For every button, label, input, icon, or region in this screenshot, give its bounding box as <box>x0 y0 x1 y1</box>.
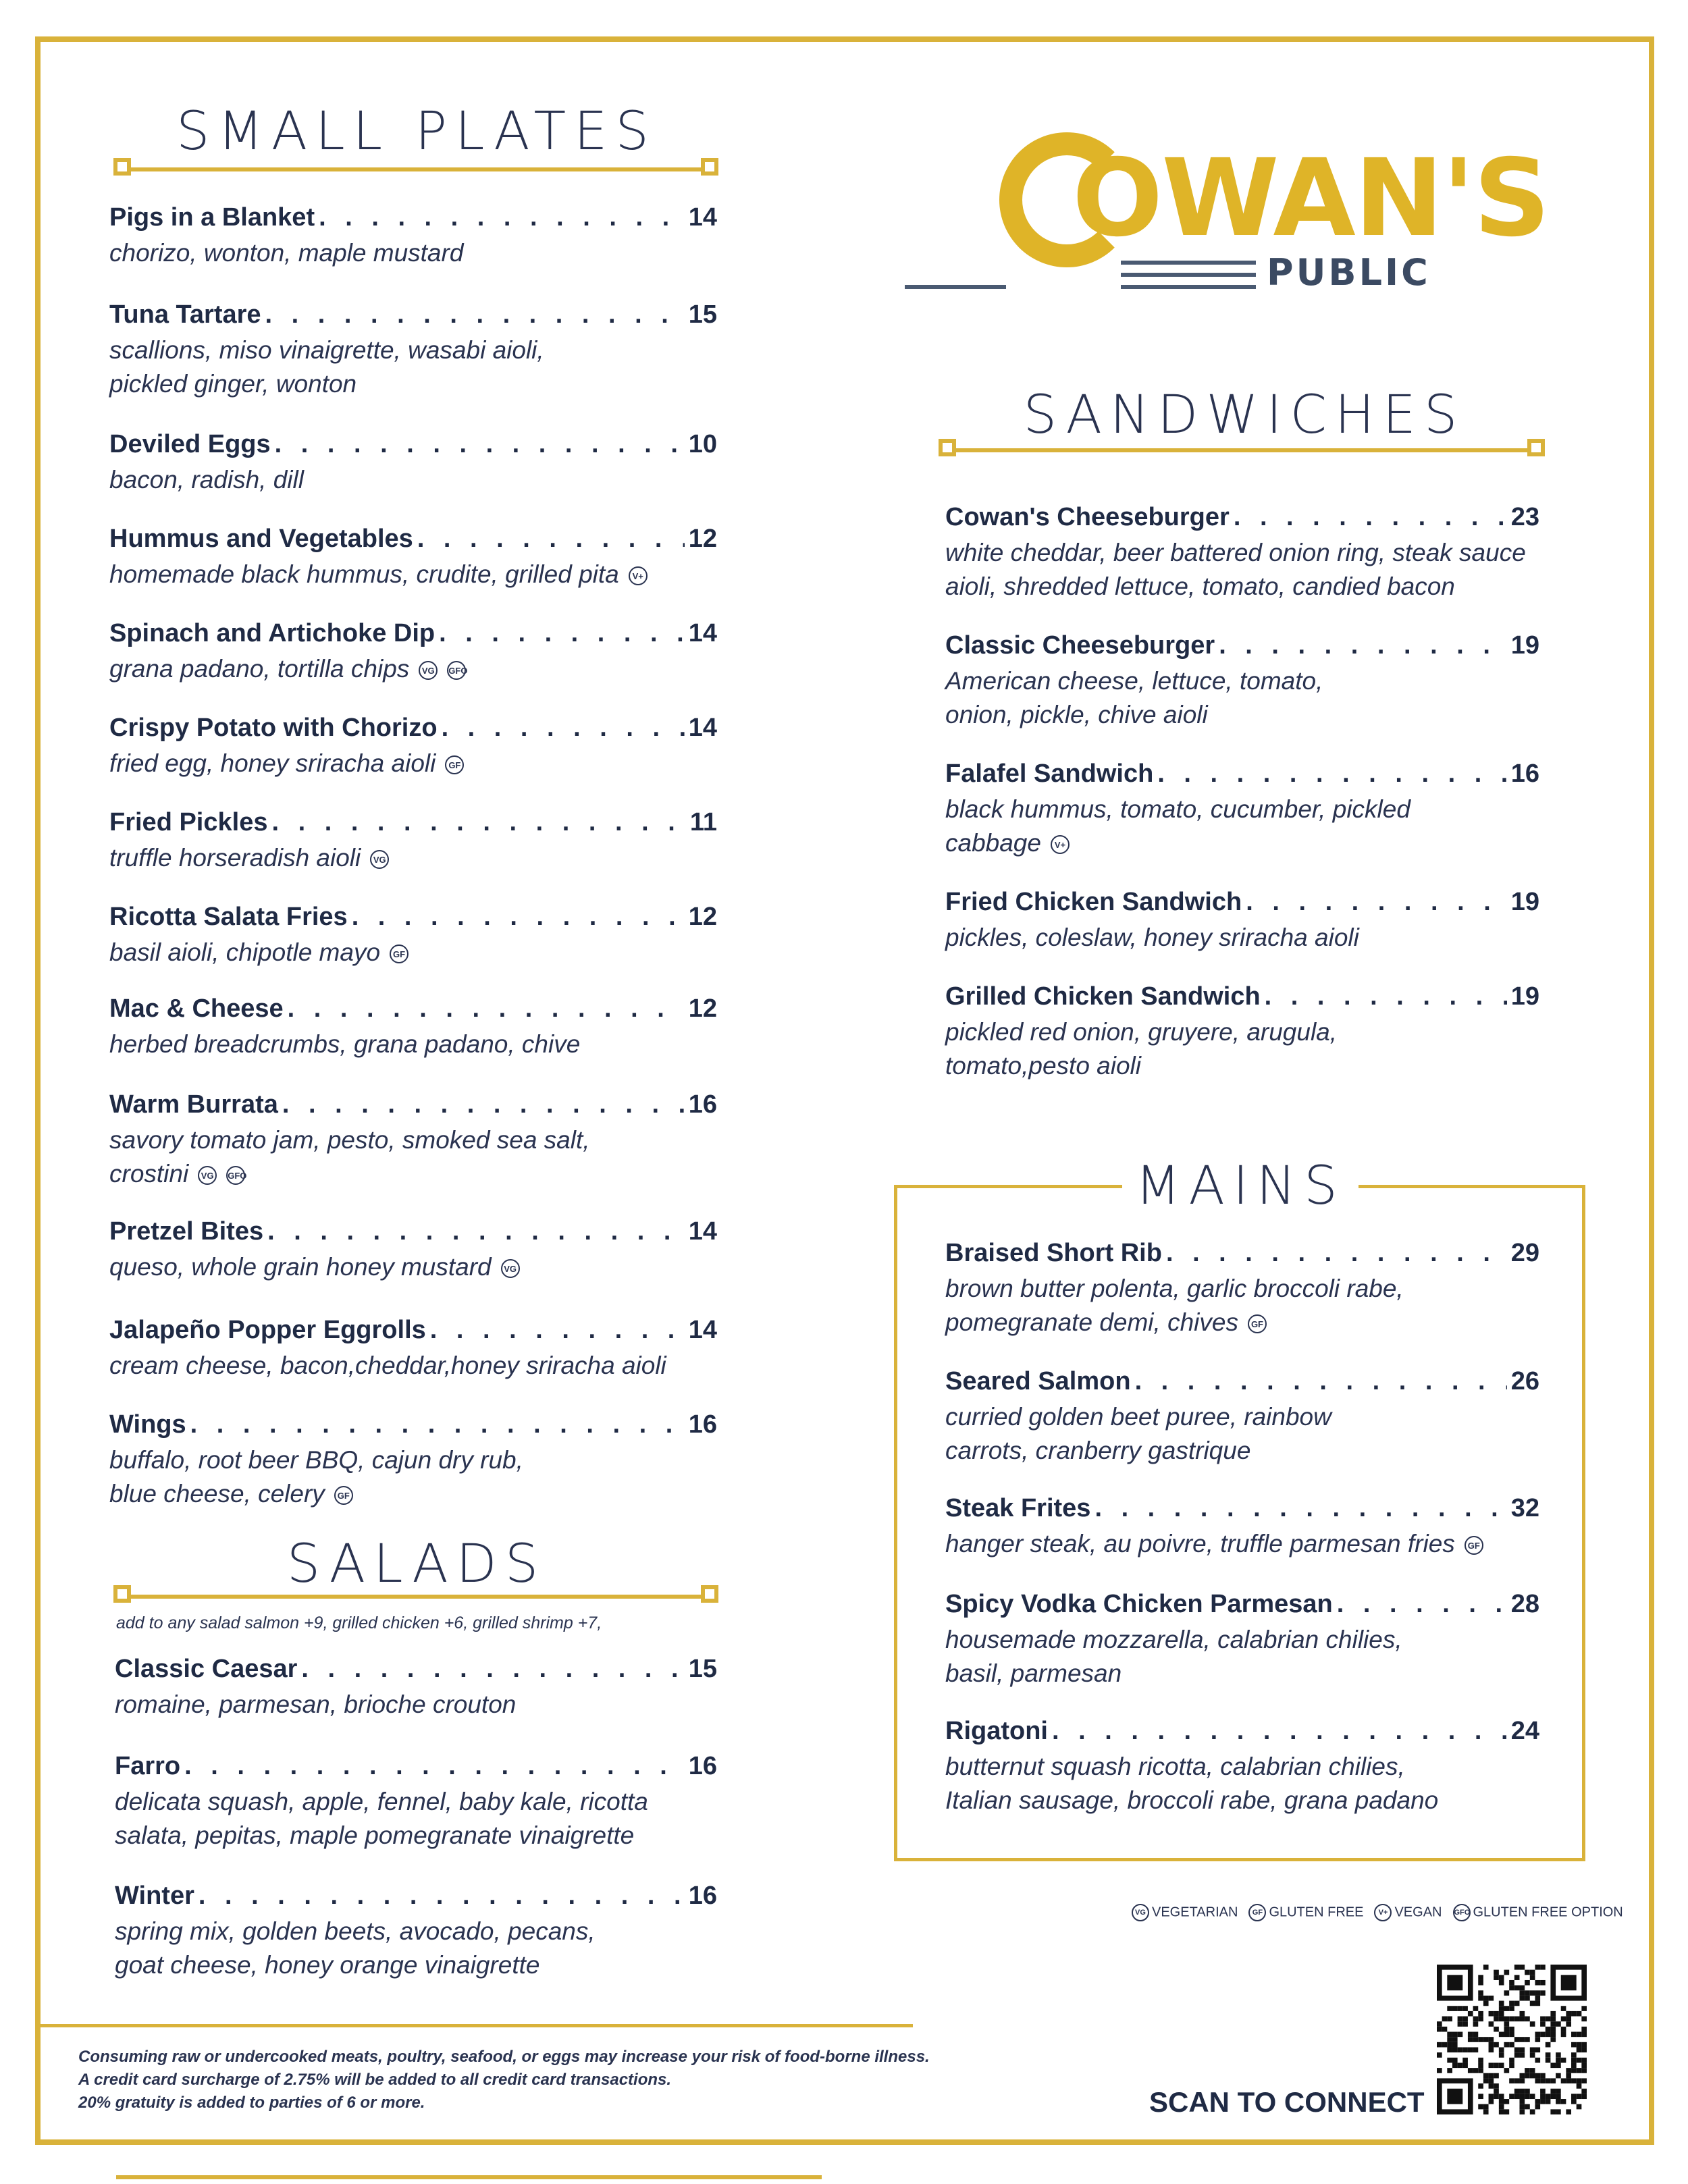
dietary-badge-icon: GF <box>1248 1314 1267 1333</box>
menu-item-line <box>109 429 717 459</box>
menu-item-line <box>115 1751 717 1781</box>
description-text: basil aioli, chipotle mayo <box>109 938 381 966</box>
menu-item <box>109 300 717 401</box>
dietary-badge-icon: V+ <box>629 566 648 585</box>
description-line <box>109 558 717 591</box>
menu-item-name: Fried Pickles <box>109 808 268 836</box>
menu-item-price: 11 <box>689 808 717 836</box>
menu-item <box>109 1315 717 1383</box>
menu-item-name: Cowan's Cheeseburger <box>945 503 1230 531</box>
description-text: bacon, radish, dill <box>109 466 304 494</box>
menu-item-line <box>109 300 717 329</box>
legend-entry <box>1453 1904 1623 1921</box>
menu-item-description <box>109 236 717 270</box>
menu-item-line <box>945 1493 1539 1523</box>
menu-item-line <box>945 1716 1539 1746</box>
logo-wordmark: OWAN'S <box>1072 136 1550 261</box>
menu-item-description <box>109 1028 717 1061</box>
scan-to-connect-label: SCAN TO CONNECT <box>1149 2086 1425 2118</box>
menu-item-description <box>945 536 1539 604</box>
description-text: curried golden beet puree, rainbow <box>945 1403 1331 1431</box>
description-line <box>945 921 1539 955</box>
dietary-badge-icon: V+ <box>1051 835 1070 854</box>
menu-item <box>109 1090 717 1191</box>
menu-item-name: Classic Caesar <box>115 1655 298 1683</box>
menu-item-line <box>109 1217 717 1246</box>
menu-item-name: Crispy Potato with Chorizo <box>109 714 438 742</box>
description-text: aioli, shredded lettuce, tomato, candied bacon <box>945 572 1455 600</box>
small-plates-rule <box>115 167 717 171</box>
menu-item <box>945 982 1539 1083</box>
menu-item <box>109 429 717 497</box>
dot-leader <box>1157 759 1506 789</box>
rule-end-left <box>113 158 131 176</box>
menu-item-line <box>945 982 1539 1011</box>
description-line <box>945 1750 1539 1784</box>
dot-leader <box>288 994 685 1023</box>
description-line <box>945 698 1539 732</box>
description-line <box>109 652 717 686</box>
description-text: salata, pepitas, maple pomegranate vinaigrette <box>115 1821 635 1849</box>
dietary-badge-icon: VG <box>501 1259 520 1278</box>
description-line <box>109 1157 717 1191</box>
menu-item <box>109 1410 717 1511</box>
description-line <box>945 1400 1539 1434</box>
menu-item-description <box>945 1272 1539 1339</box>
description-text: queso, whole grain honey mustard <box>109 1253 492 1281</box>
menu-item <box>945 887 1539 955</box>
menu-item-line <box>945 1589 1539 1619</box>
menu-item-line <box>109 618 717 648</box>
mains-title: MAINS <box>1135 1156 1346 1217</box>
description-line <box>945 1015 1539 1049</box>
salads-rule <box>115 1595 717 1599</box>
dot-leader <box>190 1410 685 1439</box>
menu-item <box>945 631 1539 732</box>
description-line <box>115 1915 717 1948</box>
menu-item-price: 12 <box>688 994 717 1023</box>
menu-item-price: 12 <box>688 903 717 931</box>
description-text: white cheddar, beer battered onion ring, steak sauce <box>945 539 1526 566</box>
dietary-badge-icon: GF <box>1465 1536 1483 1555</box>
description-text: romaine, parmesan, brioche crouton <box>115 1690 517 1718</box>
menu-item-line <box>115 1654 717 1684</box>
menu-item-name: Falafel Sandwich <box>945 760 1154 788</box>
menu-item-description <box>109 747 717 780</box>
menu-item-description <box>109 936 717 969</box>
menu-item-line <box>945 887 1539 917</box>
dot-leader <box>1135 1366 1507 1396</box>
description-line <box>109 236 717 270</box>
rule-end-right <box>701 1585 718 1603</box>
description-line <box>109 1250 717 1284</box>
dot-leader <box>1265 982 1507 1011</box>
dietary-legend <box>1132 1904 1623 1921</box>
dot-leader <box>1337 1589 1507 1619</box>
menu-item-price: 14 <box>688 1217 717 1246</box>
description-line <box>109 334 717 367</box>
menu-item-line <box>945 1366 1539 1396</box>
menu-item-description <box>945 1527 1539 1561</box>
menu-item-name: Winter <box>115 1882 194 1910</box>
menu-item-description <box>109 1443 717 1511</box>
menu-item <box>109 203 717 270</box>
description-line <box>945 536 1539 570</box>
menu-item-description <box>945 1750 1539 1817</box>
dot-leader <box>1166 1238 1507 1268</box>
description-line <box>945 793 1539 826</box>
description-line <box>115 1819 717 1853</box>
salads-title: SALADS <box>286 1534 547 1595</box>
description-text: basil, parmesan <box>945 1659 1122 1687</box>
menu-item-name: Ricotta Salata Fries <box>109 903 348 931</box>
description-line <box>109 841 717 875</box>
legend-badge-icon: GFO <box>1453 1904 1471 1921</box>
menu-item-price: 26 <box>1510 1367 1539 1395</box>
menu-item-name: Deviled Eggs <box>109 430 271 458</box>
menu-item-price: 14 <box>688 714 717 742</box>
menu-item <box>109 524 717 591</box>
menu-item <box>109 713 717 780</box>
menu-item-name: Tuna Tartare <box>109 300 261 329</box>
menu-item-price: 32 <box>1510 1494 1539 1522</box>
menu-item-name: Seared Salmon <box>945 1367 1131 1395</box>
menu-item-description <box>115 1688 717 1722</box>
description-line <box>945 664 1539 698</box>
logo-stripe <box>1121 261 1256 265</box>
legend-label: VEGAN <box>1394 1905 1442 1920</box>
description-text: American cheese, lettuce, tomato, <box>945 667 1323 695</box>
dot-leader <box>417 524 685 554</box>
menu-item-description <box>109 1250 717 1284</box>
menu-item-line <box>109 1315 717 1345</box>
dot-leader <box>301 1654 684 1684</box>
description-text: buffalo, root beer BBQ, cajun dry rub, <box>109 1446 523 1474</box>
menu-item-name: Spicy Vodka Chicken Parmesan <box>945 1590 1333 1618</box>
menu-item-line <box>109 807 717 837</box>
menu-item-name: Fried Chicken Sandwich <box>945 888 1242 916</box>
menu-item-price: 24 <box>1510 1717 1539 1745</box>
disclaimer-line: Consuming raw or undercooked meats, poultry, seafood, or eggs may increase your risk of food-borne illness. <box>78 2048 930 2066</box>
menu-item-description <box>109 463 717 497</box>
dietary-badge-icon: GF <box>445 755 464 774</box>
sandwiches-title: SANDWICHES <box>1023 385 1466 446</box>
salad-addon-note: add to any salad salmon +9, grilled chicken +6, grilled shrimp +7, <box>116 1614 602 1632</box>
menu-item-price: 14 <box>688 619 717 647</box>
description-line <box>109 936 717 969</box>
description-line <box>945 1657 1539 1690</box>
dot-leader <box>430 1315 685 1345</box>
menu-item-description <box>109 652 717 686</box>
cowans-public-logo <box>999 132 1550 301</box>
menu-item <box>109 618 717 686</box>
menu-item-price: 15 <box>688 1655 717 1683</box>
menu-item-line <box>109 994 717 1023</box>
menu-item-description <box>945 921 1539 955</box>
description-text: crostini <box>109 1160 189 1188</box>
menu-item-description <box>945 793 1539 860</box>
dot-leader <box>1094 1493 1506 1523</box>
legend-entry <box>1374 1904 1442 1921</box>
menu-item-price: 19 <box>1510 631 1539 660</box>
menu-item-line <box>945 1238 1539 1268</box>
dot-leader <box>275 429 685 459</box>
description-line <box>109 463 717 497</box>
description-line <box>945 1527 1539 1561</box>
dot-leader <box>1219 631 1507 660</box>
menu-item-price: 12 <box>688 525 717 553</box>
description-line <box>115 1948 717 1982</box>
dot-leader <box>199 1881 685 1911</box>
menu-item-name: Mac & Cheese <box>109 994 284 1023</box>
menu-item <box>945 1589 1539 1690</box>
menu-item <box>945 1238 1539 1339</box>
menu-item-description <box>109 1123 717 1191</box>
description-text: goat cheese, honey orange vinaigrette <box>115 1951 540 1979</box>
menu-item-name: Grilled Chicken Sandwich <box>945 982 1261 1011</box>
sandwiches-rule <box>940 448 1544 452</box>
description-text: cabbage <box>945 829 1041 857</box>
menu-item <box>109 902 717 969</box>
menu-item-name: Jalapeño Popper Eggrolls <box>109 1316 426 1344</box>
description-line <box>109 1349 717 1383</box>
description-line <box>115 1688 717 1722</box>
menu-item-name: Hummus and Vegetables <box>109 525 413 553</box>
menu-item <box>109 994 717 1061</box>
dietary-badge-icon: GFO <box>226 1166 245 1185</box>
description-text: truffle horseradish aioli <box>109 844 361 872</box>
menu-item-line <box>109 524 717 554</box>
dot-leader <box>1246 887 1507 917</box>
menu-item-line <box>109 1410 717 1439</box>
description-text: pomegranate demi, chives <box>945 1308 1238 1336</box>
description-line <box>945 1434 1539 1468</box>
menu-item <box>945 1366 1539 1468</box>
menu-item <box>109 807 717 875</box>
menu-item-price: 16 <box>688 1752 717 1780</box>
menu-item-name: Rigatoni <box>945 1717 1048 1745</box>
dot-leader <box>267 1217 685 1246</box>
dietary-badge-icon: GFO <box>447 661 466 680</box>
dietary-badge-icon: VG <box>198 1166 217 1185</box>
description-text: onion, pickle, chive aioli <box>945 701 1208 728</box>
legend-label: VEGETARIAN <box>1152 1905 1238 1920</box>
dot-leader <box>282 1090 685 1119</box>
description-line <box>945 1306 1539 1339</box>
menu-item-price: 28 <box>1510 1590 1539 1618</box>
description-text: cream cheese, bacon,cheddar,honey sriracha aioli <box>109 1352 666 1379</box>
logo-public: PUBLIC <box>1267 251 1431 294</box>
description-text: Italian sausage, broccoli rabe, grana padano <box>945 1786 1439 1814</box>
description-line <box>945 1272 1539 1306</box>
dietary-badge-icon: GF <box>390 944 408 963</box>
menu-item-description <box>109 334 717 401</box>
description-text: scallions, miso vinaigrette, wasabi aioli, <box>109 336 544 364</box>
menu-item-line <box>109 713 717 743</box>
description-text: delicata squash, apple, fennel, baby kale, ricotta <box>115 1788 648 1815</box>
menu-item-name: Warm Burrata <box>109 1090 278 1119</box>
logo-stripe <box>905 285 1006 289</box>
menu-item-description <box>109 558 717 591</box>
dot-leader <box>271 807 685 837</box>
description-line <box>109 1028 717 1061</box>
menu-item-line <box>945 631 1539 660</box>
dot-leader <box>319 203 685 232</box>
menu-item-price: 19 <box>1510 888 1539 916</box>
description-text: chorizo, wonton, maple mustard <box>109 239 464 267</box>
dot-leader <box>1234 502 1507 532</box>
menu-item <box>115 1881 717 1982</box>
description-text: fried egg, honey sriracha aioli <box>109 749 436 777</box>
dot-leader <box>184 1751 685 1781</box>
description-line <box>945 826 1539 860</box>
description-text: brown butter polenta, garlic broccoli rabe, <box>945 1275 1404 1302</box>
dietary-badge-icon: GF <box>334 1486 353 1505</box>
description-text: spring mix, golden beets, avocado, pecans, <box>115 1917 596 1945</box>
description-text: blue cheese, celery <box>109 1480 325 1508</box>
legend-label: GLUTEN FREE <box>1269 1905 1364 1920</box>
description-line <box>945 1049 1539 1083</box>
description-text: savory tomato jam, pesto, smoked sea salt, <box>109 1126 590 1154</box>
dot-leader <box>1052 1716 1507 1746</box>
legend-label: GLUTEN FREE OPTION <box>1473 1905 1623 1920</box>
description-text: herbed breadcrumbs, grana padano, chive <box>109 1030 581 1058</box>
dot-leader <box>442 713 685 743</box>
description-text: pickles, coleslaw, honey sriracha aioli <box>945 924 1359 951</box>
disclaimer <box>78 2046 930 2114</box>
menu-item-line <box>945 759 1539 789</box>
description-line <box>109 747 717 780</box>
description-line <box>109 367 717 401</box>
description-text: homemade black hummus, crudite, grilled pita <box>109 560 619 588</box>
menu-item-price: 14 <box>688 1316 717 1344</box>
small-plates-title: SMALL PLATES <box>176 101 657 162</box>
menu-item-price: 16 <box>1510 760 1539 788</box>
menu-item-line <box>115 1881 717 1911</box>
logo-stripe <box>1121 273 1256 277</box>
description-text: carrots, cranberry gastrique <box>945 1437 1251 1464</box>
menu-item <box>945 502 1539 604</box>
rule-end-right <box>701 158 718 176</box>
bottom-accent-bar <box>116 2175 822 2179</box>
dot-leader <box>439 618 685 648</box>
legend-badge-icon: GF <box>1248 1904 1266 1921</box>
rule-end-left <box>939 439 956 456</box>
legend-entry <box>1248 1904 1363 1921</box>
description-text: housemade mozzarella, calabrian chilies, <box>945 1626 1402 1653</box>
description-text: tomato,pesto aioli <box>945 1052 1142 1080</box>
menu-item-line <box>945 502 1539 532</box>
menu-item-price: 16 <box>688 1090 717 1119</box>
menu-item-description <box>945 1015 1539 1083</box>
footer-rule <box>38 2024 913 2027</box>
logo-stripe <box>1121 285 1256 289</box>
menu-item <box>945 759 1539 860</box>
menu-item-price: 19 <box>1510 982 1539 1011</box>
legend-entry <box>1132 1904 1238 1921</box>
menu-item-name: Wings <box>109 1410 186 1439</box>
menu-item-name: Pretzel Bites <box>109 1217 264 1246</box>
menu-item-price: 23 <box>1510 503 1539 531</box>
description-line <box>109 1477 717 1511</box>
description-text: black hummus, tomato, cucumber, pickled <box>945 795 1410 823</box>
menu-item-description <box>115 1785 717 1853</box>
menu-item-line <box>109 203 717 232</box>
menu-item-name: Spinach and Artichoke Dip <box>109 619 436 647</box>
menu-item-description <box>945 664 1539 732</box>
menu-item-name: Braised Short Rib <box>945 1239 1162 1267</box>
menu-item <box>945 1493 1539 1561</box>
rule-end-left <box>113 1585 131 1603</box>
description-text: grana padano, tortilla chips <box>109 655 410 683</box>
disclaimer-line: A credit card surcharge of 2.75% will be added to all credit card transactions. <box>78 2071 672 2089</box>
description-line <box>109 1123 717 1157</box>
description-text: butternut squash ricotta, calabrian chilies, <box>945 1753 1405 1780</box>
description-line <box>945 1784 1539 1817</box>
rule-end-right <box>1527 439 1545 456</box>
legend-badge-icon: V+ <box>1374 1904 1392 1921</box>
legend-badge-icon: VG <box>1132 1904 1149 1921</box>
dietary-badge-icon: VG <box>419 661 438 680</box>
menu-item-price: 16 <box>688 1410 717 1439</box>
description-line <box>945 570 1539 604</box>
menu-item-name: Pigs in a Blanket <box>109 203 315 232</box>
menu-item-line <box>109 902 717 932</box>
description-line <box>115 1785 717 1819</box>
description-text: pickled red onion, gruyere, arugula, <box>945 1018 1338 1046</box>
description-text: hanger steak, au poivre, truffle parmesan fries <box>945 1530 1455 1557</box>
menu-item-description <box>109 841 717 875</box>
menu-item-name: Steak Frites <box>945 1494 1091 1522</box>
description-line <box>945 1623 1539 1657</box>
menu-item-description <box>115 1915 717 1982</box>
menu-item-description <box>945 1400 1539 1468</box>
menu-item <box>115 1654 717 1722</box>
menu-item <box>109 1217 717 1284</box>
menu-item <box>115 1751 717 1853</box>
menu-item <box>945 1716 1539 1817</box>
menu-item-name: Classic Cheeseburger <box>945 631 1215 660</box>
qr-code[interactable] <box>1437 1965 1587 2114</box>
menu-item-price: 29 <box>1510 1239 1539 1267</box>
menu-item-price: 16 <box>688 1882 717 1910</box>
menu-item-price: 15 <box>688 300 717 329</box>
disclaimer-line: 20% gratuity is added to parties of 6 or more. <box>78 2094 425 2112</box>
menu-item-name: Farro <box>115 1752 181 1780</box>
menu-item-price: 14 <box>688 203 717 232</box>
menu-item-price: 10 <box>688 430 717 458</box>
dot-leader <box>352 902 685 932</box>
dietary-badge-icon: VG <box>370 850 389 869</box>
description-text: pickled ginger, wonton <box>109 370 357 398</box>
menu-item-description <box>945 1623 1539 1690</box>
menu-item-line <box>109 1090 717 1119</box>
menu-item-description <box>109 1349 717 1383</box>
dot-leader <box>265 300 685 329</box>
description-line <box>109 1443 717 1477</box>
